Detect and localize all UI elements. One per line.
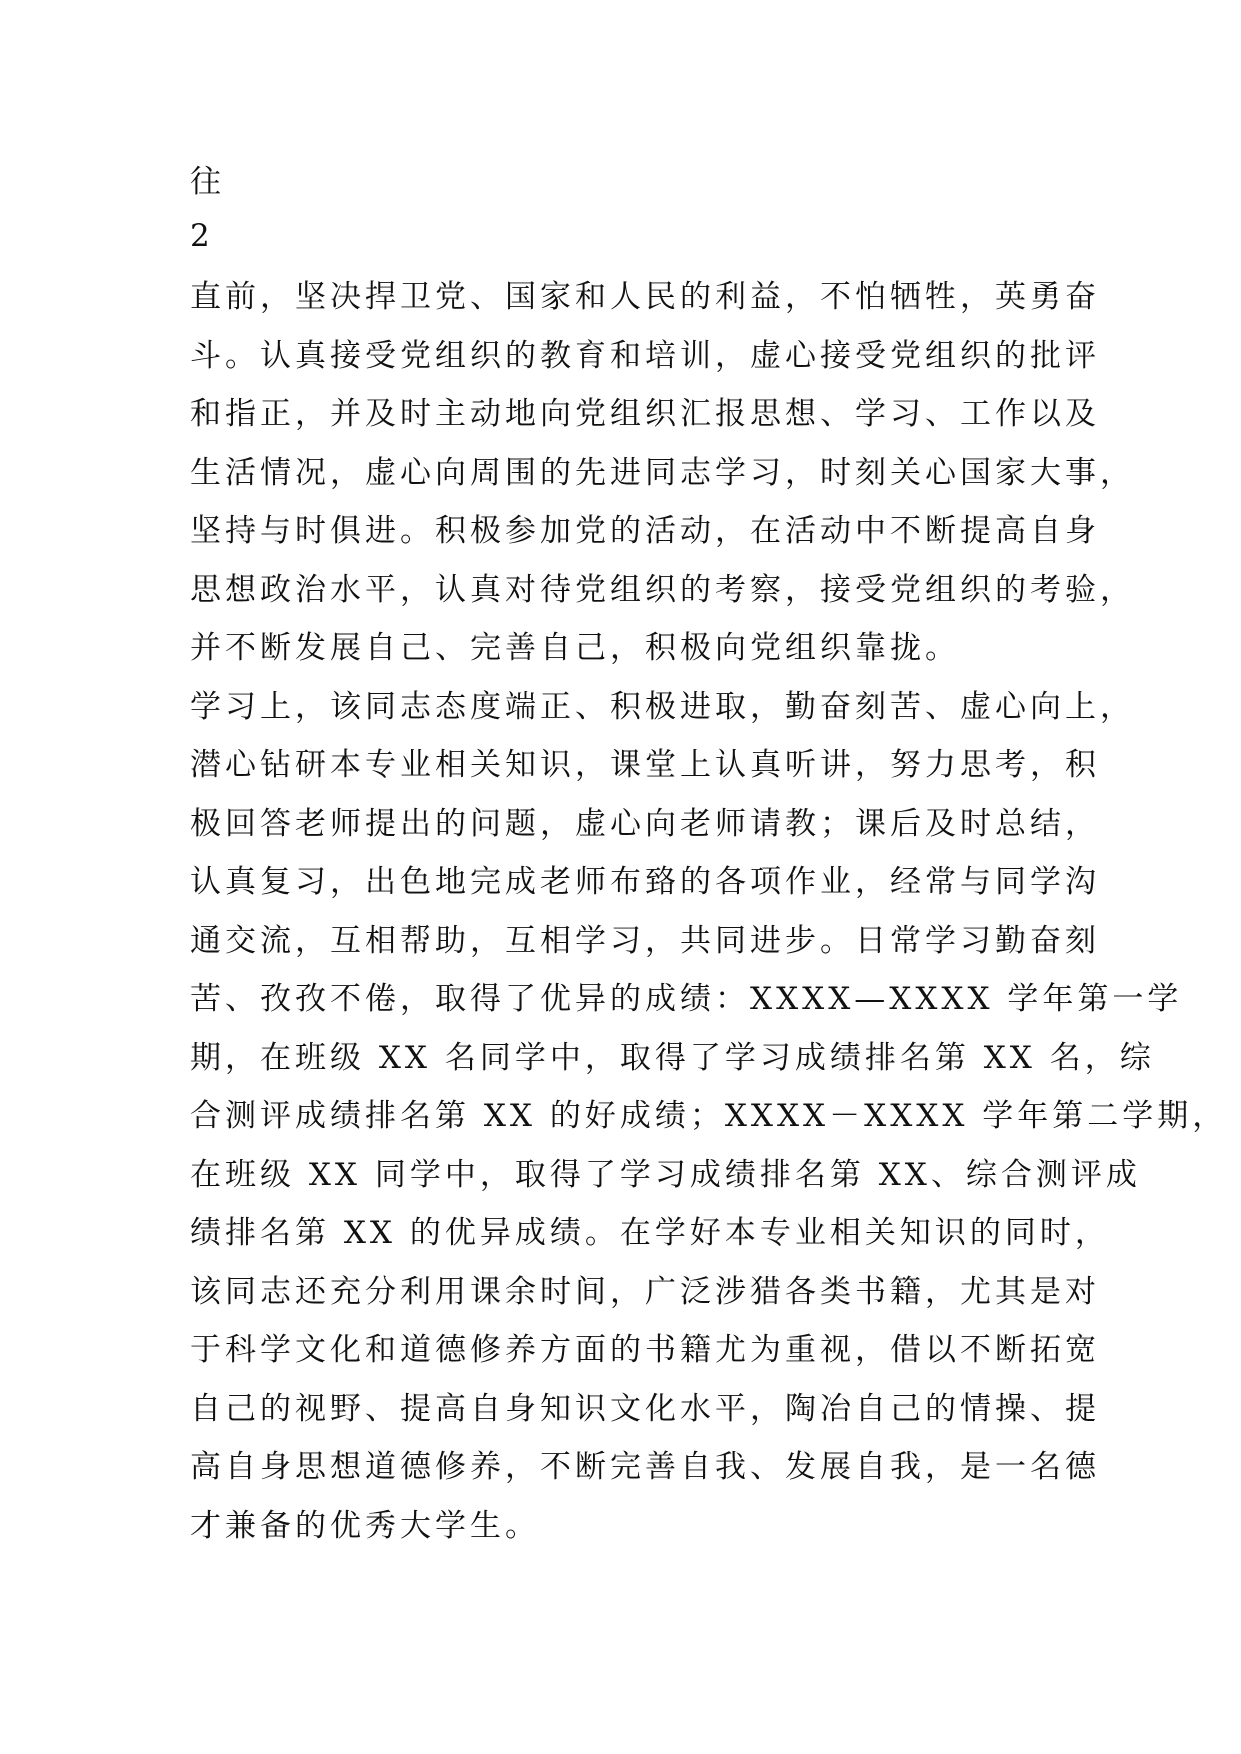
text-line: 极回答老师提出的问题，虚心向老师请教；课后及时总结，	[190, 805, 1100, 842]
text-line: 绩排名第 XX 的优异成绩。在学好本专业相关知识的同时，	[190, 1215, 1110, 1251]
text-line: 直前，坚决捍卫党、国家和人民的利益，不怕牺牲，英勇奋	[190, 279, 1100, 315]
text-line: 期，在班级 XX 名同学中，取得了学习成绩排名第 XX 名，综	[190, 1039, 1155, 1076]
text-line: 才兼备的优秀大学生。	[190, 1507, 540, 1544]
text-line: 通交流，互相帮助，互相学习，共同进步。日常学习勤奋刻	[190, 922, 1100, 959]
text-line: 认真复习，出色地完成老师布臵的各项作业，经常与同学沟	[190, 864, 1100, 900]
text-line: 该同志还充分利用课余时间，广泛涉猎各类书籍，尤其是对	[190, 1273, 1100, 1310]
text-line: 学习上，该同志态度端正、积极进取，勤奋刻苦、虚心向上，	[190, 688, 1135, 725]
text-line: 斗。认真接受党组织的教育和培训，虚心接受党组织的批评	[190, 337, 1100, 374]
text-line: 思想政治水平，认真对待党组织的考察，接受党组织的考验，	[190, 571, 1135, 608]
document-body	[190, 160, 1228, 1555]
text-line: 高自身思想道德修养，不断完善自我、发展自我，是一名德	[190, 1449, 1100, 1485]
text-line: 在班级 XX 同学中，取得了学习成绩排名第 XX、综合测评成	[190, 1156, 1141, 1193]
text-line: 和指正，并及时主动地向党组织汇报思想、学习、工作以及	[190, 396, 1100, 432]
text-line: 潜心钻研本专业相关知识，课堂上认真听讲，努力思考，积	[190, 747, 1100, 783]
text-line: 苦、孜孜不倦，取得了优异的成绩：XXXX—XXXX 学年第一学	[190, 981, 1183, 1017]
text-line: 生活情况，虚心向周围的先进同志学习，时刻关心国家大事，	[190, 454, 1135, 491]
text-line: 往	[190, 164, 225, 200]
text-line: 并不断发展自己、完善自己，积极向党组织靠拢。	[190, 630, 960, 666]
page-number: 2	[190, 218, 210, 254]
text-line: 合测评成绩排名第 XX 的好成绩；XXXX－XXXX 学年第二学期，	[190, 1098, 1228, 1134]
text-line: 自己的视野、提高自身知识文化水平，陶冶自己的情操、提	[190, 1390, 1100, 1427]
text-line: 于科学文化和道德修养方面的书籍尤为重视，借以不断拓宽	[190, 1332, 1100, 1368]
text-line: 坚持与时俱进。积极参加党的活动，在活动中不断提高自身	[190, 513, 1100, 549]
